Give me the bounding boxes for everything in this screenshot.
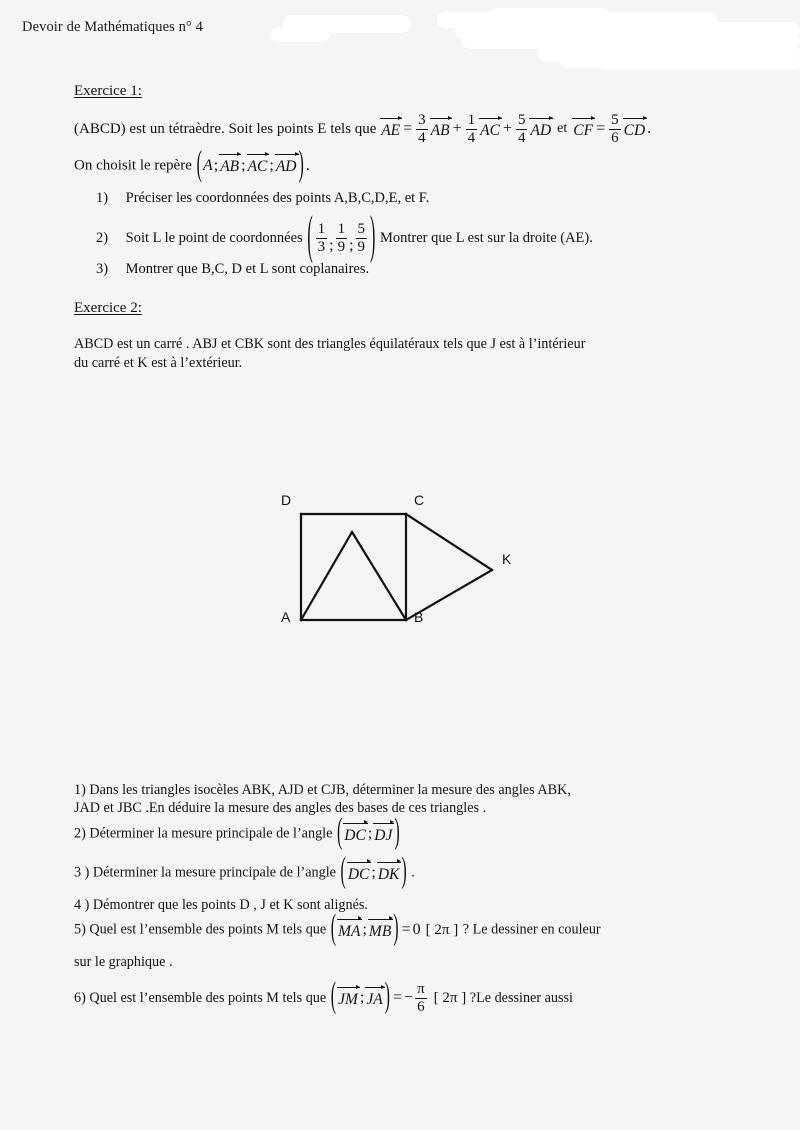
equals-sign: = xyxy=(401,921,411,938)
vector-mb: MB xyxy=(368,922,392,940)
exercise1-heading: Exercice 1: xyxy=(74,83,142,99)
item-number: 2) xyxy=(96,229,109,246)
denominator: 6 xyxy=(611,130,619,146)
conjunction-et: et xyxy=(557,121,568,137)
question-2-text: 2) Déterminer la mesure principale de l’angle xyxy=(74,825,333,842)
numerator: 5 xyxy=(517,112,526,128)
figure-label-B: B xyxy=(414,609,424,625)
item-text-post: Montrer que L est sur la droite (AE). xyxy=(380,229,593,246)
vector-ac: AC xyxy=(480,121,500,139)
page-title: Devoir de Mathématiques n° 4 xyxy=(22,19,203,35)
paren-close: ) xyxy=(370,208,376,265)
question-4-text: 4 ) Démontrer que les points D , J et K sont alignés. xyxy=(74,897,368,913)
question-6 xyxy=(74,977,573,1016)
paren-close: ) xyxy=(298,145,304,184)
vector-ad: AD xyxy=(530,121,552,139)
item-text: Préciser les coordonnées des points A,B,C,D,E, et F. xyxy=(125,190,430,206)
separator: ; xyxy=(329,237,334,254)
equals-sign: = xyxy=(403,120,413,138)
statement-line-2: du carré et K est à l’extérieur. xyxy=(74,354,243,371)
item-number: 1) xyxy=(96,190,109,206)
denominator: 9 xyxy=(337,239,346,255)
separator: ; xyxy=(213,157,219,174)
separator: ; xyxy=(241,157,246,174)
question-3 xyxy=(74,852,415,891)
question-4 xyxy=(74,896,368,914)
denominator: 9 xyxy=(357,239,366,255)
exercise2-heading: Exercice 2: xyxy=(74,300,142,316)
paren-close: ) xyxy=(384,977,390,1016)
denominator: 3 xyxy=(317,239,326,255)
paren-open: ( xyxy=(340,852,346,891)
vector-ad: AD xyxy=(275,158,297,176)
vector-dk: DK xyxy=(377,865,400,883)
paren-open: ( xyxy=(330,977,337,1016)
separator: ; xyxy=(362,921,367,938)
figure-label-D: D xyxy=(281,492,292,508)
vector-ae: AE xyxy=(381,121,401,139)
numerator: 5 xyxy=(357,221,366,237)
question-1 xyxy=(74,781,571,818)
denominator: 4 xyxy=(517,130,526,146)
vector-ma: MA xyxy=(338,922,361,940)
plus-sign-1: + xyxy=(452,120,462,138)
item-number: 3) xyxy=(96,261,109,277)
plus-sign-2: + xyxy=(502,120,512,138)
question-5-text: 5) Quel est l’ensemble des points M tels que xyxy=(74,921,327,938)
vector-cd: CD xyxy=(623,121,646,139)
numerator: π xyxy=(417,981,425,997)
vector-ab: AB xyxy=(220,158,240,176)
question-5-text-post: ? Le dessiner en couleur xyxy=(462,921,601,938)
vector-dc: DC xyxy=(344,826,366,844)
angle-jm-ja xyxy=(330,977,467,1016)
separator: ; xyxy=(371,864,376,881)
figure-label-C: C xyxy=(414,492,425,508)
denominator: 4 xyxy=(467,130,476,146)
vector-jm: JM xyxy=(338,990,358,1008)
vector-dj: DJ xyxy=(374,826,393,844)
denominator: 6 xyxy=(417,999,425,1015)
repere-text: On choisit le repère xyxy=(74,157,192,174)
paren-open: ( xyxy=(336,813,343,852)
item-text: Montrer que B,C, D et L sont coplanaires. xyxy=(125,261,370,277)
vector-cf: CF xyxy=(573,121,594,139)
angle-ma-mb xyxy=(330,909,460,948)
question-3-period: . xyxy=(411,864,415,881)
question-5-continuation xyxy=(74,953,173,971)
question-3-text: 3 ) Déterminer la mesure principale de l’angle xyxy=(74,864,336,881)
fraction-pi-6 xyxy=(415,982,427,1015)
item-text-pre: Soit L le point de coordonnées xyxy=(125,229,303,246)
period: . xyxy=(647,120,652,138)
exercise1-intro-text: (ABCD) est un tétraèdre. Soit les points E tels que xyxy=(74,120,377,137)
question-6-text-post: ?Le dessiner aussi xyxy=(469,989,573,1006)
separator: ; xyxy=(349,237,354,254)
repere-origin: A xyxy=(202,157,213,174)
paren-open: ( xyxy=(330,909,337,948)
vector-ja: JA xyxy=(366,990,383,1008)
question-2 xyxy=(74,813,401,852)
numerator: 1 xyxy=(467,112,476,128)
question-5-line-2: sur le graphique . xyxy=(74,954,173,970)
angle-value: 0 xyxy=(412,921,421,938)
paren-open: ( xyxy=(196,145,202,184)
numerator: 1 xyxy=(317,221,326,237)
numerator: 1 xyxy=(337,221,346,237)
equals-sign-2: = xyxy=(596,120,606,138)
separator: ; xyxy=(367,825,373,842)
vector-dc: DC xyxy=(347,865,370,883)
figure-edge-CK xyxy=(406,514,492,570)
minus-sign: − xyxy=(404,989,414,1007)
paren-close: ) xyxy=(393,909,399,948)
separator: ; xyxy=(269,157,274,174)
separator: ; xyxy=(359,989,365,1007)
equals-sign: = xyxy=(393,989,403,1007)
modulo-2pi: [ 2π ] xyxy=(425,921,459,938)
question-1-line-2: JAD et JBC .En déduire la mesure des angles des bases de ces triangles . xyxy=(74,800,487,817)
figure-edge-JB xyxy=(352,532,406,620)
statement-line-1: ABCD est un carré . ABJ et CBK sont des triangles équilatéraux tels que J est à l’intérieur xyxy=(74,336,586,352)
numerator: 3 xyxy=(418,112,426,128)
figure-edge-AJ xyxy=(301,532,352,620)
period: . xyxy=(305,157,310,174)
denominator: 4 xyxy=(418,130,426,146)
question-6-text: 6) Quel est l’ensemble des points M tels que xyxy=(74,989,327,1006)
modulo-2pi: [ 2π ] xyxy=(433,989,467,1006)
figure-label-K: K xyxy=(502,551,512,567)
figure-edges xyxy=(301,514,492,620)
question-5 xyxy=(74,909,601,948)
paren-close: ) xyxy=(394,813,400,852)
vector-ab: AB xyxy=(430,121,450,139)
question-1-line-1: 1) Dans les triangles isocèles ABK, AJD et CJB, déterminer la mesure des angles ABK, xyxy=(74,782,571,798)
angle-dc-dk xyxy=(340,852,408,891)
vector-ac: AC xyxy=(247,158,268,176)
paren-close: ) xyxy=(401,852,407,891)
numerator: 5 xyxy=(611,112,619,128)
paren-open: ( xyxy=(307,208,313,265)
angle-dc-dj xyxy=(336,813,401,852)
figure-label-A: A xyxy=(281,609,291,625)
